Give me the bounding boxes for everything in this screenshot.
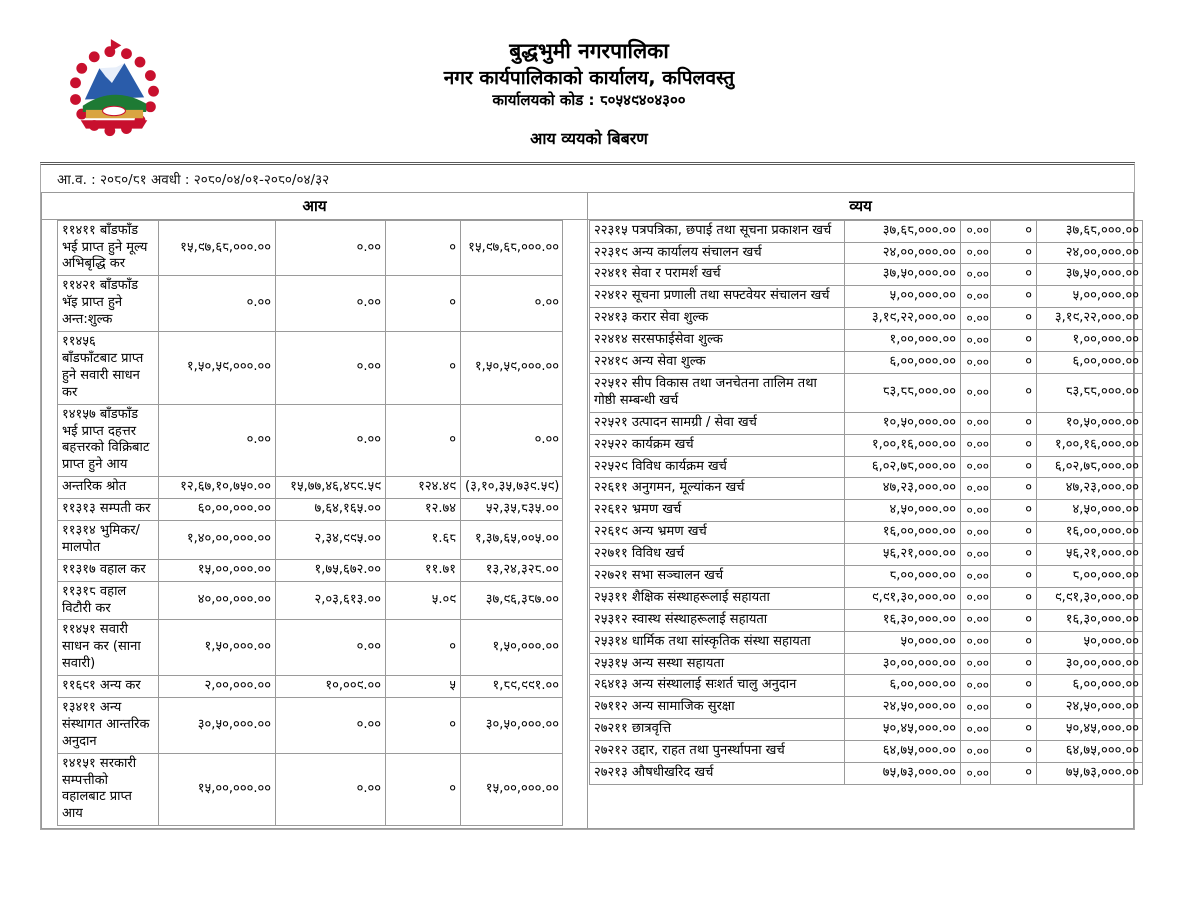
actual-cell: ०.०० [276,332,386,405]
account-title-cell: ११४११ बाँडफाँड भई प्राप्त हुने मूल्य अभिबृद्धि कर [58,220,159,276]
balance-cell: १,००,०००.०० [1037,330,1143,352]
balance-cell: ४,५०,०००.०० [1037,500,1143,522]
actual-cell: ०.०० [961,522,991,544]
percent-cell: १२.७४ [386,499,461,521]
table-row [590,478,1143,500]
balance-cell: ८३,८८,०००.०० [1037,373,1143,412]
actual-cell: ०.०० [961,587,991,609]
percent-cell: ० [991,697,1037,719]
budget-cell: ८३,८८,०००.०० [845,373,961,412]
expense-section-header: व्यय [588,192,1134,219]
balance-cell: ३७,६८,०००.०० [1037,220,1143,242]
actual-cell: २,३४,९९५.०० [276,520,386,559]
income-section-header: आय [42,192,588,219]
percent-cell: १२४.४९ [386,477,461,499]
budget-cell: २,००,०००.०० [159,676,276,698]
budget-cell: ६,००,०००.०० [845,675,961,697]
account-title-cell: २५३१४ धार्मिक तथा सांस्कृतिक संस्था सहायता [590,631,845,653]
percent-cell: ० [991,631,1037,653]
balance-cell: ६,००,०००.०० [1037,352,1143,374]
percent-cell: ० [991,434,1037,456]
table-row [58,676,563,698]
actual-cell: १०,००९.०० [276,676,386,698]
office-code: कार्यालयको कोड : ८०५४९४०४३०० [492,90,686,109]
account-title-cell: २२४११ सेवा र परामर्श खर्च [590,264,845,286]
actual-cell: ०.०० [961,500,991,522]
percent-cell: ० [386,697,461,753]
balance-cell: ३,१९,२२,०००.०० [1037,308,1143,330]
account-title-cell: २२६११ अनुगमन, मूल्यांकन खर्च [590,478,845,500]
actual-cell: ०.०० [276,404,386,477]
section-body-row [42,219,1134,829]
balance-cell: ३७,९६,३८७.०० [461,581,563,620]
table-row [590,330,1143,352]
table-row [58,477,563,499]
balance-cell: ५०,४५,०००.०० [1037,719,1143,741]
account-title-cell: ११४२१ बाँडफाँड भॅइ प्राप्त हुने अन्त:शुल्क [58,276,159,332]
budget-cell: ५,००,०००.०० [845,286,961,308]
account-title-cell: २२६१२ भ्रमण खर्च [590,500,845,522]
balance-cell: ४७,२३,०००.०० [1037,478,1143,500]
expense-table [589,220,1143,785]
percent-cell: ० [991,412,1037,434]
budget-cell: ३,१९,२२,०००.०० [845,308,961,330]
table-row [590,653,1143,675]
actual-cell: ०.०० [961,242,991,264]
balance-cell: १५,९७,६८,०००.०० [461,220,563,276]
account-title-cell: २२५२१ उत्पादन सामग्री / सेवा खर्च [590,412,845,434]
table-row [58,520,563,559]
budget-cell: ३७,६८,०००.०० [845,220,961,242]
actual-cell: ०.०० [961,609,991,631]
fiscal-period-line: आ.व. : २०८०/८१ अवधी : २०८०/०४/०१-२०८०/०४/३२ [57,171,330,188]
budget-cell: १६,३०,०००.०० [845,609,961,631]
table-row [590,675,1143,697]
balance-cell: ०.०० [461,404,563,477]
percent-cell: ० [991,741,1037,763]
actual-cell: ०.०० [961,565,991,587]
table-row [590,565,1143,587]
balance-cell: २४,००,०००.०० [1037,242,1143,264]
percent-cell: ० [991,286,1037,308]
budget-cell: २४,५०,०००.०० [845,697,961,719]
budget-cell: १५,९७,६८,०००.०० [159,220,276,276]
balance-cell: ५,००,०००.०० [1037,286,1143,308]
table-row [58,620,563,676]
table-row [590,220,1143,242]
actual-cell: २,०३,६१३.०० [276,581,386,620]
percent-cell: ० [386,620,461,676]
budget-cell: ४०,००,०००.०० [159,581,276,620]
actual-cell: १,७५,६७२.०० [276,559,386,581]
actual-cell: ०.०० [961,412,991,434]
table-row [58,753,563,826]
percent-cell: ० [991,609,1037,631]
table-row [590,762,1143,784]
percent-cell: ० [386,404,461,477]
account-title-cell: २७२१२ उद्दार, राहत तथा पुनर्स्थापना खर्च [590,741,845,763]
account-title-cell: ११३१८ वहाल विटौरी कर [58,581,159,620]
account-title-cell: २२५२९ विविध कार्यक्रम खर्च [590,456,845,478]
actual-cell: ०.०० [961,434,991,456]
percent-cell: ० [991,500,1037,522]
budget-cell: १२,६७,१०,७५०.०० [159,477,276,499]
income-expense-table [41,192,1139,830]
actual-cell: ०.०० [961,653,991,675]
balance-cell: १,५०,५९,०००.०० [461,332,563,405]
actual-cell: ०.०० [276,620,386,676]
actual-cell: ०.०० [961,478,991,500]
actual-cell: ०.०० [961,308,991,330]
table-row [590,587,1143,609]
budget-cell: ६०,००,०००.०० [159,499,276,521]
account-title-cell: ११४५१ सवारी साधन कर (साना सवारी) [58,620,159,676]
balance-cell: ३०,००,०००.०० [1037,653,1143,675]
table-row [58,697,563,753]
actual-cell: ०.०० [276,697,386,753]
table-row [590,609,1143,631]
budget-cell: ५६,२१,०००.०० [845,544,961,566]
budget-cell: ०.०० [159,404,276,477]
balance-cell: १६,००,०००.०० [1037,522,1143,544]
actual-cell: ०.०० [961,762,991,784]
actual-cell: ०.०० [961,330,991,352]
budget-cell: १,५०,०००.०० [159,620,276,676]
percent-cell: ० [991,308,1037,330]
percent-cell: ५ [386,676,461,698]
percent-cell: ० [991,264,1037,286]
budget-cell: १०,५०,०००.०० [845,412,961,434]
balance-cell: २४,५०,०००.०० [1037,697,1143,719]
table-row [590,719,1143,741]
table-row [58,276,563,332]
account-title-cell: २२४१२ सूचना प्रणाली तथा सफ्टवेयर संचालन खर्च [590,286,845,308]
table-row [590,308,1143,330]
account-title-cell: २२५२२ कार्यक्रम खर्च [590,434,845,456]
percent-cell: ५.०९ [386,581,461,620]
budget-cell: ३०,००,०००.०० [845,653,961,675]
account-title-cell: २७११२ अन्य सामाजिक सुरक्षा [590,697,845,719]
percent-cell: ० [991,352,1037,374]
table-row [590,456,1143,478]
account-title-cell: २२३१५ पत्रपत्रिका, छपाई तथा सूचना प्रकाशन खर्च [590,220,845,242]
percent-cell: ११.७१ [386,559,461,581]
percent-cell: ० [991,330,1037,352]
actual-cell: ०.०० [961,544,991,566]
expense-pane [588,219,1139,829]
percent-cell: ० [386,220,461,276]
table-row [590,264,1143,286]
actual-cell: ०.०० [961,220,991,242]
balance-cell: ८,००,०००.०० [1037,565,1143,587]
actual-cell: ०.०० [961,631,991,653]
budget-cell: १५,००,०००.०० [159,559,276,581]
budget-cell: ४७,२३,०००.०० [845,478,961,500]
actual-cell: ०.०० [961,456,991,478]
account-title-cell: २२४१४ सरसफाईसेवा शुल्क [590,330,845,352]
balance-cell: ६४,७५,०००.०० [1037,741,1143,763]
percent-cell: ० [991,762,1037,784]
balance-cell: १,५०,०००.०० [461,620,563,676]
budget-cell: ५०,०००.०० [845,631,961,653]
actual-cell: १५,७७,४६,४८९.५९ [276,477,386,499]
balance-cell: ६,००,०००.०० [1037,675,1143,697]
budget-cell: ७५,७३,०००.०० [845,762,961,784]
budget-cell: १,४०,००,०००.०० [159,520,276,559]
account-title-cell: १४१५१ सरकारी सम्पत्तीको वहालबाट प्राप्त आय [58,753,159,826]
municipality-name: बुद्धभुमी नगरपालिका [509,39,669,63]
balance-cell: ५२,३५,८३५.०० [461,499,563,521]
account-title-cell: ११४५६ बाँडफाँटबाट प्राप्त हुने सवारी साधन कर [58,332,159,405]
actual-cell: ०.०० [276,220,386,276]
percent-cell: ० [386,332,461,405]
account-title-cell: २२६१९ अन्य भ्रमण खर्च [590,522,845,544]
balance-cell: १३,२४,३२८.०० [461,559,563,581]
actual-cell: ०.०० [276,753,386,826]
actual-cell: ०.०० [961,373,991,412]
account-title-cell: २२४१९ अन्य सेवा शुल्क [590,352,845,374]
budget-cell: ४,५०,०००.०० [845,500,961,522]
budget-cell: १५,००,०००.०० [159,753,276,826]
balance-cell: १०,५०,०००.०० [1037,412,1143,434]
balance-cell: १,३७,६५,००५.०० [461,520,563,559]
account-title-cell: १३४११ अन्य संस्थागत आन्तरिक अनुदान [58,697,159,753]
budget-cell: १,००,१६,०००.०० [845,434,961,456]
income-table [57,220,563,827]
percent-cell: ० [991,478,1037,500]
percent-cell: ० [991,719,1037,741]
account-title-cell: २७२११ छात्रवृत्ति [590,719,845,741]
budget-cell: ८,००,०००.०० [845,565,961,587]
account-title-cell: २२५१२ सीप विकास तथा जनचेतना तालिम तथा गोष्ठी सम्बन्धी खर्च [590,373,845,412]
account-title-cell: २२३१९ अन्य कार्यालय संचालन खर्च [590,242,845,264]
office-name: नगर कार्यपालिकाको कार्यालय, कपिलवस्तु [443,66,735,89]
actual-cell: ७,६४,१६५.०० [276,499,386,521]
table-row [590,631,1143,653]
account-title-cell: २५३१५ अन्य सस्था सहायता [590,653,845,675]
table-row [58,499,563,521]
account-title-cell: ११३१४ भुमिकर/मालपोत [58,520,159,559]
document-header [0,0,1178,149]
report-title: आय व्ययको बिबरण [530,128,648,148]
balance-cell: १,००,१६,०००.०० [1037,434,1143,456]
percent-cell: ० [991,242,1037,264]
percent-cell: ० [991,220,1037,242]
percent-cell: ० [991,456,1037,478]
report-container [40,162,1139,831]
actual-cell: ०.०० [961,741,991,763]
actual-cell: ०.०० [961,675,991,697]
budget-cell: ९,९१,३०,०००.०० [845,587,961,609]
budget-cell: ३७,५०,०००.०० [845,264,961,286]
account-title-cell: २५३१२ स्वास्थ संस्थाहरूलाई सहायता [590,609,845,631]
budget-cell: ५०,४५,०००.०० [845,719,961,741]
table-row [58,559,563,581]
balance-cell: ०.०० [461,276,563,332]
balance-cell: ३७,५०,०००.०० [1037,264,1143,286]
account-title-cell: २२७११ विविध खर्च [590,544,845,566]
table-row [590,500,1143,522]
table-row [58,581,563,620]
actual-cell: ०.०० [961,264,991,286]
budget-cell: २४,००,०००.०० [845,242,961,264]
budget-cell: ३०,५०,०००.०० [159,697,276,753]
percent-cell: ० [991,565,1037,587]
table-row [590,412,1143,434]
budget-cell: ०.०० [159,276,276,332]
budget-cell: ६,०२,७८,०००.०० [845,456,961,478]
table-row [58,404,563,477]
budget-cell: १,००,०००.०० [845,330,961,352]
percent-cell: ० [991,587,1037,609]
table-row [58,332,563,405]
percent-cell: ० [386,276,461,332]
table-row [590,522,1143,544]
balance-cell: ६,०२,७८,०००.०० [1037,456,1143,478]
table-row [590,373,1143,412]
table-row [590,697,1143,719]
nepal-coat-of-arms-icon [62,34,166,140]
budget-cell: ६४,७५,०००.०० [845,741,961,763]
budget-cell: ६,००,०००.०० [845,352,961,374]
account-title-cell: २६४१३ अन्य संस्थालाई सःशर्त चालु अनुदान [590,675,845,697]
balance-cell: ९,९१,३०,०००.०० [1037,587,1143,609]
table-row [590,242,1143,264]
table-row [590,352,1143,374]
balance-cell: १,८९,९९१.०० [461,676,563,698]
percent-cell: ० [991,675,1037,697]
percent-cell: ० [991,522,1037,544]
budget-cell: १६,००,०००.०० [845,522,961,544]
account-title-cell: २५३११ शैक्षिक संस्थाहरूलाई सहायता [590,587,845,609]
percent-cell: १.६८ [386,520,461,559]
budget-cell: १,५०,५९,०००.०० [159,332,276,405]
account-title-cell: ११३१३ सम्पती कर [58,499,159,521]
percent-cell: ० [991,544,1037,566]
account-title-cell: २७२१३ औषधीखरिद खर्च [590,762,845,784]
section-header-row [42,192,1134,219]
balance-cell: ५०,०००.०० [1037,631,1143,653]
account-title-cell: अन्तरिक श्रोत [58,477,159,499]
balance-cell: ७५,७३,०००.०० [1037,762,1143,784]
income-pane [42,219,588,829]
balance-cell: ३०,५०,०००.०० [461,697,563,753]
percent-cell: ० [991,653,1037,675]
table-row [590,286,1143,308]
table-row [58,220,563,276]
balance-cell: ५६,२१,०००.०० [1037,544,1143,566]
table-row [590,434,1143,456]
balance-cell: १६,३०,०००.०० [1037,609,1143,631]
account-title-cell: ११६९१ अन्य कर [58,676,159,698]
account-title-cell: ११३१७ वहाल कर [58,559,159,581]
account-title-cell: २२४१३ करार सेवा शुल्क [590,308,845,330]
table-row [590,544,1143,566]
actual-cell: ०.०० [961,352,991,374]
actual-cell: ०.०० [961,719,991,741]
balance-cell: (३,१०,३५,७३९.५९) [461,477,563,499]
percent-cell: ० [386,753,461,826]
percent-cell: ० [991,373,1037,412]
balance-cell: १५,००,०००.०० [461,753,563,826]
account-title-cell: १४१५७ बाँडफाँड भई प्राप्त दहत्तर बहत्तरको विक्रिबाट प्राप्त हुने आय [58,404,159,477]
table-row [590,741,1143,763]
actual-cell: ०.०० [961,286,991,308]
actual-cell: ०.०० [276,276,386,332]
actual-cell: ०.०० [961,697,991,719]
account-title-cell: २२७२१ सभा सञ्चालन खर्च [590,565,845,587]
